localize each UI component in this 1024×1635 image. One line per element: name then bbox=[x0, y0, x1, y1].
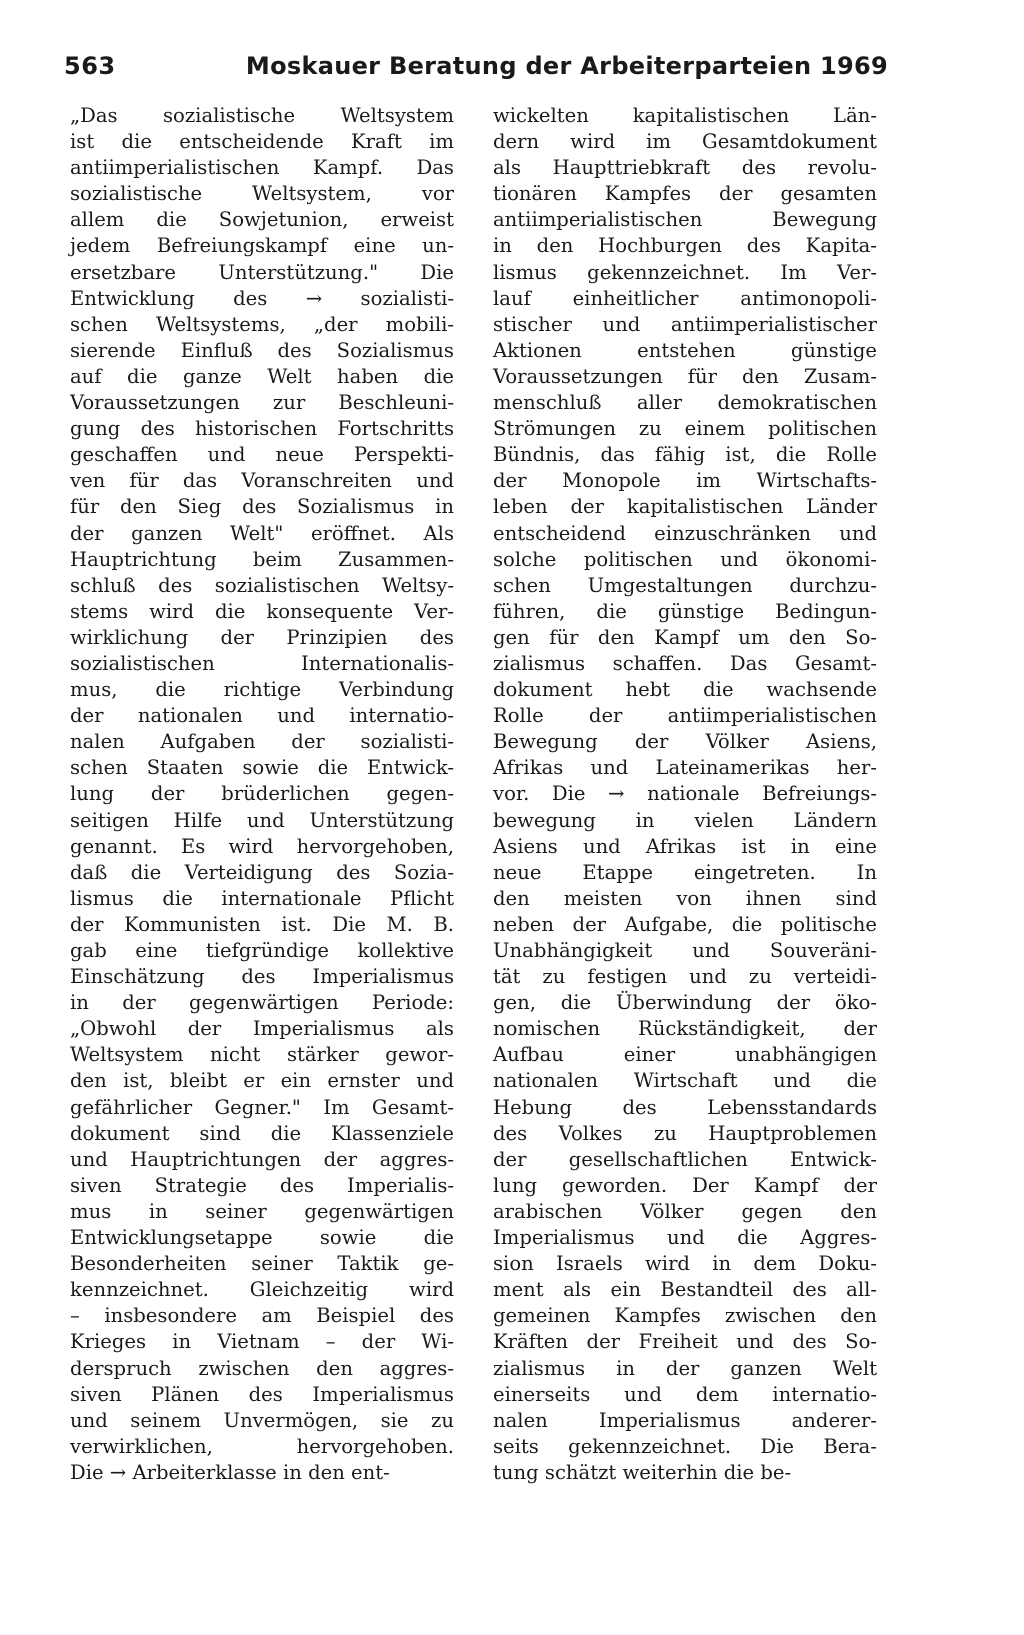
text-line: dokument sind die Klassenziele bbox=[70, 1121, 454, 1145]
text-line: Voraussetzungen zur Beschleuni- bbox=[70, 391, 454, 415]
text-line: Rolle der antiimperialistischen bbox=[493, 704, 877, 728]
text-line: sion Israels wird in dem Doku- bbox=[493, 1252, 877, 1276]
text-line: gen, die Überwindung der öko- bbox=[493, 991, 877, 1015]
text-line: neue Etappe eingetreten. In bbox=[493, 860, 877, 884]
text-line: Voraussetzungen für den Zusam- bbox=[493, 364, 877, 388]
text-line: der nationalen und internatio- bbox=[70, 704, 454, 728]
text-line: siven Plänen des Imperialismus bbox=[70, 1382, 454, 1406]
text-line: mus in seiner gegenwärtigen bbox=[70, 1199, 454, 1223]
text-line: Hauptrichtung beim Zusammen- bbox=[70, 547, 454, 571]
text-line: Aufbau einer unabhängigen bbox=[493, 1043, 877, 1067]
text-line: ven für das Voranschreiten und bbox=[70, 469, 454, 493]
text-line: einerseits und dem internatio- bbox=[493, 1382, 877, 1406]
text-line: und seinem Unvermögen, sie zu bbox=[70, 1408, 454, 1432]
text-line: antiimperialistischen Bewegung bbox=[493, 208, 877, 232]
text-line: mus, die richtige Verbindung bbox=[70, 678, 454, 702]
text-line: lismus gekennzeichnet. Im Ver- bbox=[493, 260, 877, 284]
text-line: vor. Die → nationale Befreiungs- bbox=[493, 782, 877, 806]
text-line: Bewegung der Völker Asiens, bbox=[493, 730, 877, 754]
text-line: zialismus schaffen. Das Gesamt- bbox=[493, 651, 877, 675]
text-line: geschaffen und neue Perspekti- bbox=[70, 443, 454, 467]
text-line: entscheidend einzuschränken und bbox=[493, 521, 877, 545]
text-line: nomischen Rückständigkeit, der bbox=[493, 1017, 877, 1041]
text-line: kennzeichnet. Gleichzeitig wird bbox=[70, 1278, 454, 1302]
text-line: solche politischen und ökonomi- bbox=[493, 547, 877, 571]
text-line: stems wird die konsequente Ver- bbox=[70, 599, 454, 623]
text-line: derspruch zwischen den aggres- bbox=[70, 1356, 454, 1380]
text-line: bewegung in vielen Ländern bbox=[493, 808, 877, 832]
text-line: Krieges in Vietnam – der Wi- bbox=[70, 1330, 454, 1354]
text-line: sozialistischen Internationalis- bbox=[70, 651, 454, 675]
text-line: Besonderheiten seiner Taktik ge- bbox=[70, 1252, 454, 1276]
text-line: dern wird im Gesamtdokument bbox=[493, 130, 877, 154]
text-line: Kräften der Freiheit und des So- bbox=[493, 1330, 877, 1354]
text-line: seits gekennzeichnet. Die Bera- bbox=[493, 1434, 877, 1458]
text-line: menschluß aller demokratischen bbox=[493, 391, 877, 415]
text-line: arabischen Völker gegen den bbox=[493, 1199, 877, 1223]
text-line: sierende Einfluß des Sozialismus bbox=[70, 338, 454, 362]
page-number: 563 bbox=[64, 52, 116, 80]
page-header bbox=[64, 52, 888, 86]
text-line: leben der kapitalistischen Länder bbox=[493, 495, 877, 519]
text-line: schen Staaten sowie die Entwick- bbox=[70, 756, 454, 780]
text-line: den ist, bleibt er ein ernster und bbox=[70, 1069, 454, 1093]
text-line: Unabhängigkeit und Souveräni- bbox=[493, 939, 877, 962]
text-line: den meisten von ihnen sind bbox=[493, 886, 877, 910]
text-line: Aktionen entstehen günstige bbox=[493, 338, 877, 362]
text-line: schen Weltsystems, „der mobili- bbox=[70, 312, 454, 336]
text-line: tung schätzt weiterhin die be- bbox=[493, 1460, 792, 1484]
text-line: ist die entscheidende Kraft im bbox=[70, 130, 454, 154]
text-line: der gesellschaftlichen Entwick- bbox=[493, 1147, 877, 1171]
text-line: Imperialismus und die Aggres- bbox=[493, 1226, 877, 1250]
running-title: Moskauer Beratung der Arbeiterparteien 1969 bbox=[245, 52, 888, 80]
text-line: schluß des sozialistischen Weltsy- bbox=[70, 573, 454, 597]
text-line: der Kommunisten ist. Die M. B. bbox=[70, 912, 454, 936]
text-line: lismus die internationale Pflicht bbox=[70, 886, 454, 910]
text-line: dokument hebt die wachsende bbox=[493, 678, 877, 702]
text-line: seitigen Hilfe und Unterstützung bbox=[70, 808, 454, 832]
text-line: für den Sieg des Sozialismus in bbox=[70, 495, 454, 519]
text-line: ersetzbare Unterstützung." Die bbox=[70, 260, 454, 284]
text-line: des Volkes zu Hauptproblemen bbox=[493, 1121, 877, 1145]
text-line: tionären Kampfes der gesamten bbox=[493, 182, 877, 206]
text-line: gen für den Kampf um den So- bbox=[493, 625, 877, 649]
text-line: Afrikas und Lateinamerikas her- bbox=[493, 756, 877, 780]
text-line: ment als ein Bestandteil des all- bbox=[493, 1278, 877, 1302]
text-line: „Obwohl der Imperialismus als bbox=[70, 1017, 454, 1041]
text-line: nalen Aufgaben der sozialisti- bbox=[70, 730, 454, 754]
text-line: verwirklichen, hervorgehoben. bbox=[70, 1434, 454, 1458]
text-line: antiimperialistischen Kampf. Das bbox=[70, 156, 454, 180]
text-line: Die → Arbeiterklasse in den ent- bbox=[70, 1460, 390, 1484]
text-line: lung geworden. Der Kampf der bbox=[493, 1173, 877, 1197]
text-line: gab eine tiefgründige kollektive bbox=[70, 939, 454, 962]
text-line: zialismus in der ganzen Welt bbox=[493, 1356, 877, 1380]
text-line: siven Strategie des Imperialis- bbox=[70, 1173, 454, 1197]
text-line: führen, die günstige Bedingun- bbox=[493, 599, 877, 623]
text-line: gefährlicher Gegner." Im Gesamt- bbox=[70, 1095, 454, 1119]
text-line: Hebung des Lebensstandards bbox=[493, 1095, 877, 1119]
text-line: tät zu festigen und zu verteidi- bbox=[493, 965, 877, 989]
text-line: Entwicklungsetappe sowie die bbox=[70, 1226, 454, 1250]
text-line: und Hauptrichtungen der aggres- bbox=[70, 1147, 454, 1171]
text-line: allem die Sowjetunion, erweist bbox=[70, 208, 454, 232]
text-line: der ganzen Welt" eröffnet. Als bbox=[70, 521, 454, 545]
text-column-left bbox=[70, 103, 454, 1486]
text-line: Bündnis, das fähig ist, die Rolle bbox=[493, 443, 877, 467]
text-column-right bbox=[493, 103, 877, 1486]
text-line: schen Umgestaltungen durchzu- bbox=[493, 573, 877, 597]
text-line: genannt. Es wird hervorgehoben, bbox=[70, 834, 454, 858]
text-line: – insbesondere am Beispiel des bbox=[70, 1304, 454, 1328]
text-line: gemeinen Kampfes zwischen den bbox=[493, 1304, 877, 1328]
text-line: Weltsystem nicht stärker gewor- bbox=[70, 1043, 454, 1067]
text-line: Strömungen zu einem politischen bbox=[493, 417, 877, 441]
text-line: stischer und antiimperialistischer bbox=[493, 312, 877, 336]
text-line: Asiens und Afrikas ist in eine bbox=[493, 834, 877, 858]
text-line: wirklichung der Prinzipien des bbox=[70, 625, 454, 649]
text-line: lung der brüderlichen gegen- bbox=[70, 782, 454, 806]
text-line: lauf einheitlicher antimonopoli- bbox=[493, 286, 877, 310]
text-line: in den Hochburgen des Kapita- bbox=[493, 234, 877, 258]
text-line: nalen Imperialismus anderer- bbox=[493, 1408, 877, 1432]
text-line: jedem Befreiungskampf eine un- bbox=[70, 234, 454, 258]
text-line: auf die ganze Welt haben die bbox=[70, 364, 454, 388]
text-line: Entwicklung des → sozialisti- bbox=[70, 286, 454, 310]
text-line: nationalen Wirtschaft und die bbox=[493, 1069, 877, 1093]
text-line: in der gegenwärtigen Periode: bbox=[70, 991, 454, 1015]
text-line: als Haupttriebkraft des revolu- bbox=[493, 156, 877, 180]
text-line: Einschätzung des Imperialismus bbox=[70, 965, 454, 989]
text-line: der Monopole im Wirtschafts- bbox=[493, 469, 877, 493]
text-line: „Das sozialistische Weltsystem bbox=[70, 104, 454, 127]
text-line: gung des historischen Fortschritts bbox=[70, 417, 454, 441]
text-line: sozialistische Weltsystem, vor bbox=[70, 182, 454, 206]
text-line: neben der Aufgabe, die politische bbox=[493, 912, 877, 936]
text-line: daß die Verteidigung des Sozia- bbox=[70, 860, 454, 884]
text-line: wickelten kapitalistischen Län- bbox=[493, 104, 877, 127]
